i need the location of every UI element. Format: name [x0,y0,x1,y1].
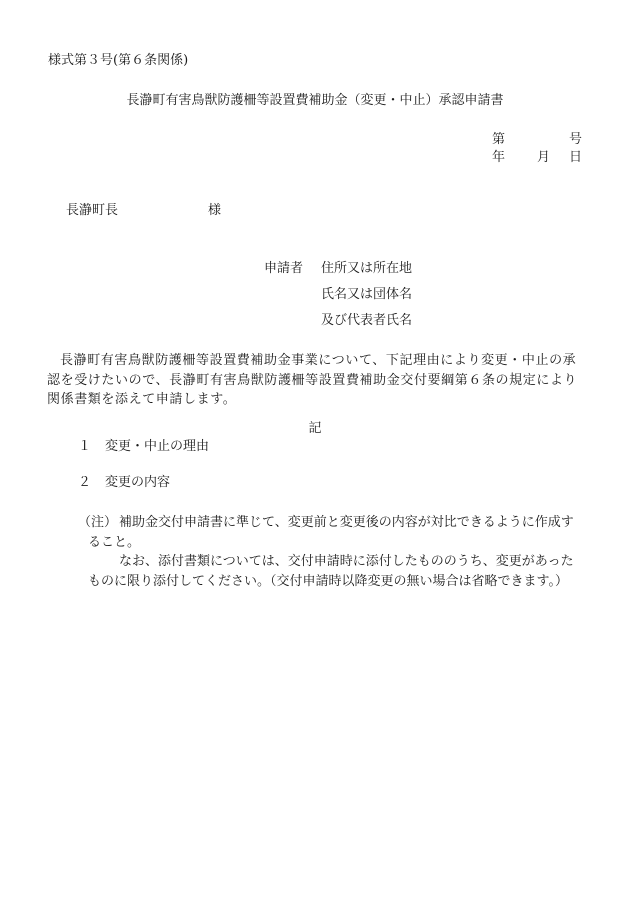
note-head: （注） [78,515,118,530]
note-paragraph-1-text: 補助金交付申請書に準じて、変更前と変更後の内容が対比できるように作成すること。 [88,515,574,550]
body-paragraph: 長瀞町有害鳥獣防護柵等設置費補助金事業について、下記理由により変更・中止の承認を受けたいので、長瀞町有害鳥獣防護柵等設置費補助金交付要綱第６条の規定により関係書類を添えて申請します。 [47,353,578,407]
note-paragraph-2 [78,552,586,591]
form-number: 様式第３号(第６条関係) [48,53,189,68]
date-year: 年 [492,150,506,165]
ki-heading: 記 [308,421,322,436]
applicant-representative-field: 及び代表者氏名 [321,313,413,328]
date-line [492,151,582,169]
addressee [66,203,222,218]
number-dai: 第 [492,132,506,147]
item-label: 変更の内容 [105,475,171,490]
item-change-reason [78,440,209,453]
item-number: １ [78,439,92,454]
applicant-fields [321,262,412,340]
note-paragraph-1 [78,513,586,552]
document-title: 長瀞町有害鳥獣防護柵等設置費補助金（変更・中止）承認申請書 [126,93,504,108]
applicant-address-field: 住所又は所在地 [321,261,413,276]
date-month: 月 [537,150,551,165]
number-go: 号 [569,132,583,147]
document-number-line [492,133,582,151]
item-number: ２ [78,475,92,490]
date-day: 日 [569,150,583,165]
note-section [78,513,586,591]
applicant-label: 申請者 [264,261,304,276]
item-label: 変更・中止の理由 [105,439,210,454]
applicant-name-field: 氏名又は団体名 [321,287,413,302]
note-paragraph-2-text: なお、添付書類については、交付申請時に添付したもののうち、変更があったものに限り添付してください。（交付申請時以降変更の無い場合は省略できます。） [88,554,574,589]
addressee-name: 長瀞町長 [66,203,119,218]
document-number-date [492,133,582,169]
item-change-content [78,476,170,489]
addressee-honorific: 様 [208,203,222,218]
